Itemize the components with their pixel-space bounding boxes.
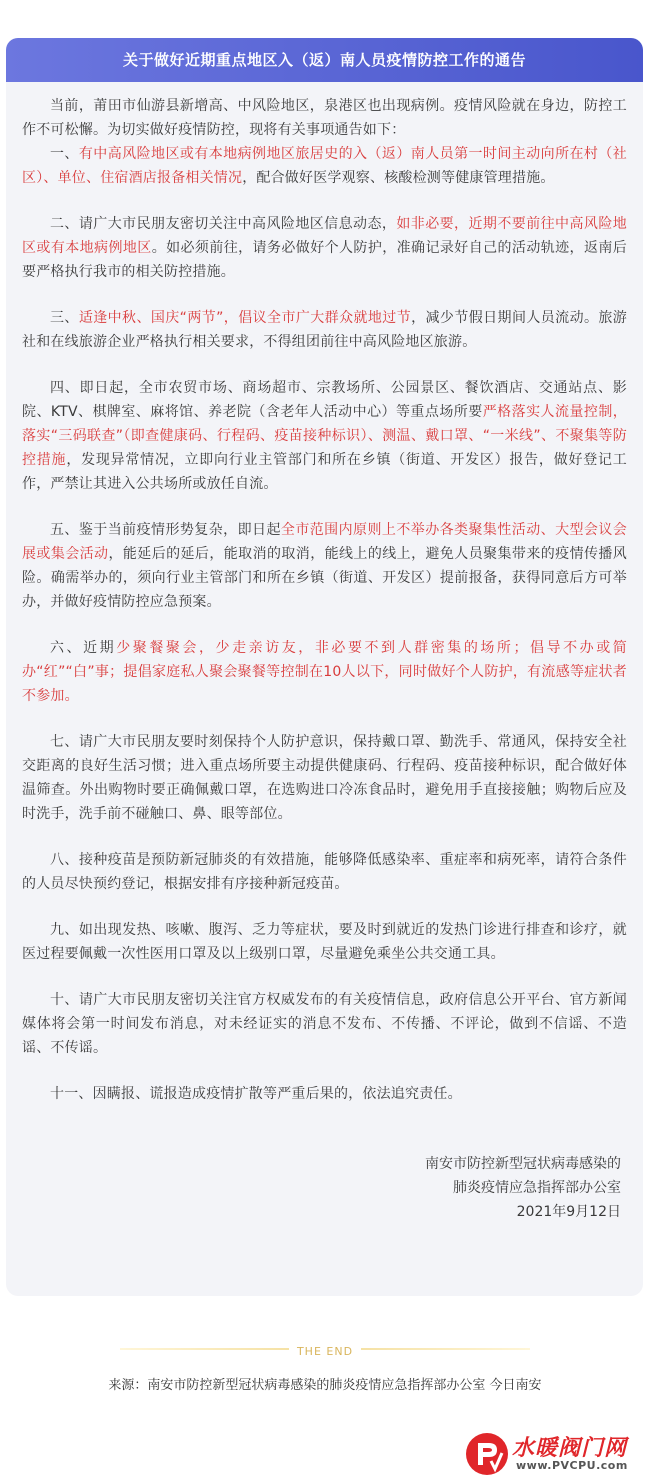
body-text: 二、请广大市民朋友密切关注中高风险地区信息动态， — [50, 216, 397, 232]
notice-item — [22, 212, 627, 284]
body-text: 。如必须前往，请务必做好个人防护，准确记录好自己的活动轨迹，返南后要严格执行我市的相关防控措施。 — [22, 240, 627, 280]
highlight-text: 少聚餐聚会，少走亲访友，非必要不到人群密集的场所；倡导不办或简办“红”“白”事；提倡家庭私人聚会聚餐等控制在10人以下，同时做好个人防护，有流感等症状者不参加。 — [22, 640, 627, 704]
notice-item — [22, 1082, 627, 1106]
body-text: 四、即日起，全市农贸市场、商场超市、宗教场所、公园景区、餐饮酒店、交通站点、影院、KTV、棋牌室、麻将馆、养老院（含老年人活动中心）等重点场所要 — [22, 380, 627, 420]
signature-line-1: 南安市防控新型冠状病毒感染的 — [425, 1156, 621, 1172]
watermark-url: www.PVCPU.com — [516, 1459, 628, 1472]
highlight-text: 严格落实人流量控制，落实“三码联查”（即查健康码、行程码、疫苗接种标识）、测温、戴口罩、“一米线”、不聚集等防控措施 — [22, 404, 628, 468]
body-text: ，减少节假日期间人员流动。旅游社和在线旅游企业严格执行相关要求，不得组团前往中高风险地区旅游。 — [22, 310, 628, 350]
notice-item — [22, 848, 627, 896]
notice-item — [22, 376, 627, 496]
notice-intro: 当前，莆田市仙游县新增高、中风险地区，泉港区也出现病例。疫情风险就在身边，防控工作不可松懈。为切实做好疫情防控，现将有关事项通告如下： — [22, 98, 627, 138]
body-text: 八、接种疫苗是预防新冠肺炎的有效措施，能够降低感染率、重症率和病死率，请符合条件的人员尽快预约登记，根据安排有序接种新冠疫苗。 — [22, 852, 627, 892]
signature-line-2: 肺炎疫情应急指挥部办公室 — [453, 1180, 621, 1196]
notice-item — [22, 518, 627, 614]
notice-item — [22, 918, 627, 966]
body-text: ，能延后的延后，能取消的取消，能线上的线上，避免人员聚集带来的疫情传播风险。确需举办的，须向行业主管部门和所在乡镇（街道、开发区）提前报备，获得同意后方可举办，并做好疫情防控应急预案。 — [22, 546, 628, 610]
highlight-text: 如非必要，近期不要前往中高风险地区或有本地病例地区 — [22, 216, 627, 256]
notice-item — [22, 636, 627, 708]
watermark-brand: 水暖阀门网 — [512, 1436, 628, 1461]
notice-title: 关于做好近期重点地区入（返）南人员疫情防控工作的通告 — [6, 38, 643, 82]
body-text: 一、 — [50, 146, 79, 162]
body-text: 三、 — [50, 310, 79, 326]
body-text: 十一、因瞒报、谎报造成疫情扩散等严重后果的，依法追究责任。 — [50, 1086, 462, 1102]
notice-item — [22, 988, 627, 1060]
the-end-divider — [120, 1340, 530, 1358]
body-text: 六、近期 — [50, 640, 117, 656]
body-text: 五、鉴于当前疫情形势复杂，即日起 — [50, 522, 281, 538]
notice-signature — [22, 1152, 627, 1224]
notice-body — [6, 82, 643, 1224]
highlight-text: 适逢中秋、国庆“两节”，倡议全市广大群众就地过节 — [78, 310, 412, 326]
highlight-text: 全市范围内原则上不举办各类聚集性活动、大型会议会展或集会活动 — [22, 522, 627, 562]
body-text: ，发现异常情况，立即向行业主管部门和所在乡镇（街道、开发区）报告，做好登记工作，严禁让其进入公共场所或放任自流。 — [22, 452, 627, 492]
site-watermark[interactable] — [464, 1429, 644, 1479]
body-text: 七、请广大市民朋友要时刻保持个人防护意识，保持戴口罩、勤洗手、常通风，保持安全社交距离的良好生活习惯；进入重点场所要主动提供健康码、行程码、疫苗接种标识，配合做好体温筛查。外出购物时要正确佩戴口罩，在选购进口冷冻食品时，避免用手直接接触；购物后应及时洗手，洗手前不碰触口、鼻、眼等部位。 — [22, 734, 627, 822]
notice-item — [22, 142, 627, 190]
source-line: 来源：南安市防控新型冠状病毒感染的肺炎疫情应急指挥部办公室 今日南安 — [108, 1378, 542, 1393]
pv-logo-icon — [464, 1431, 510, 1477]
notice-items — [22, 142, 627, 1106]
notice-item — [22, 730, 627, 826]
notice-card — [6, 38, 643, 1296]
the-end-label: THE END — [289, 1343, 361, 1361]
signature-date: 2021年9月12日 — [516, 1204, 621, 1220]
highlight-text: 有中高风险地区或有本地病例地区旅居史的入（返）南人员第一时间主动向所在村（社区）、单位、住宿酒店报备相关情况 — [22, 146, 627, 186]
body-text: 十、请广大市民朋友密切关注官方权威发布的有关疫情信息，政府信息公开平台、官方新闻媒体将会第一时间发布消息，对未经证实的消息不发布、不传播、不评论，做到不信谣、不造谣、不传谣。 — [22, 992, 627, 1056]
body-text: 九、如出现发热、咳嗽、腹泻、乏力等症状，要及时到就近的发热门诊进行排查和诊疗，就医过程要佩戴一次性医用口罩及以上级别口罩，尽量避免乘坐公共交通工具。 — [22, 922, 627, 962]
body-text: ，配合做好医学观察、核酸检测等健康管理措施。 — [242, 170, 555, 186]
notice-item — [22, 306, 627, 354]
